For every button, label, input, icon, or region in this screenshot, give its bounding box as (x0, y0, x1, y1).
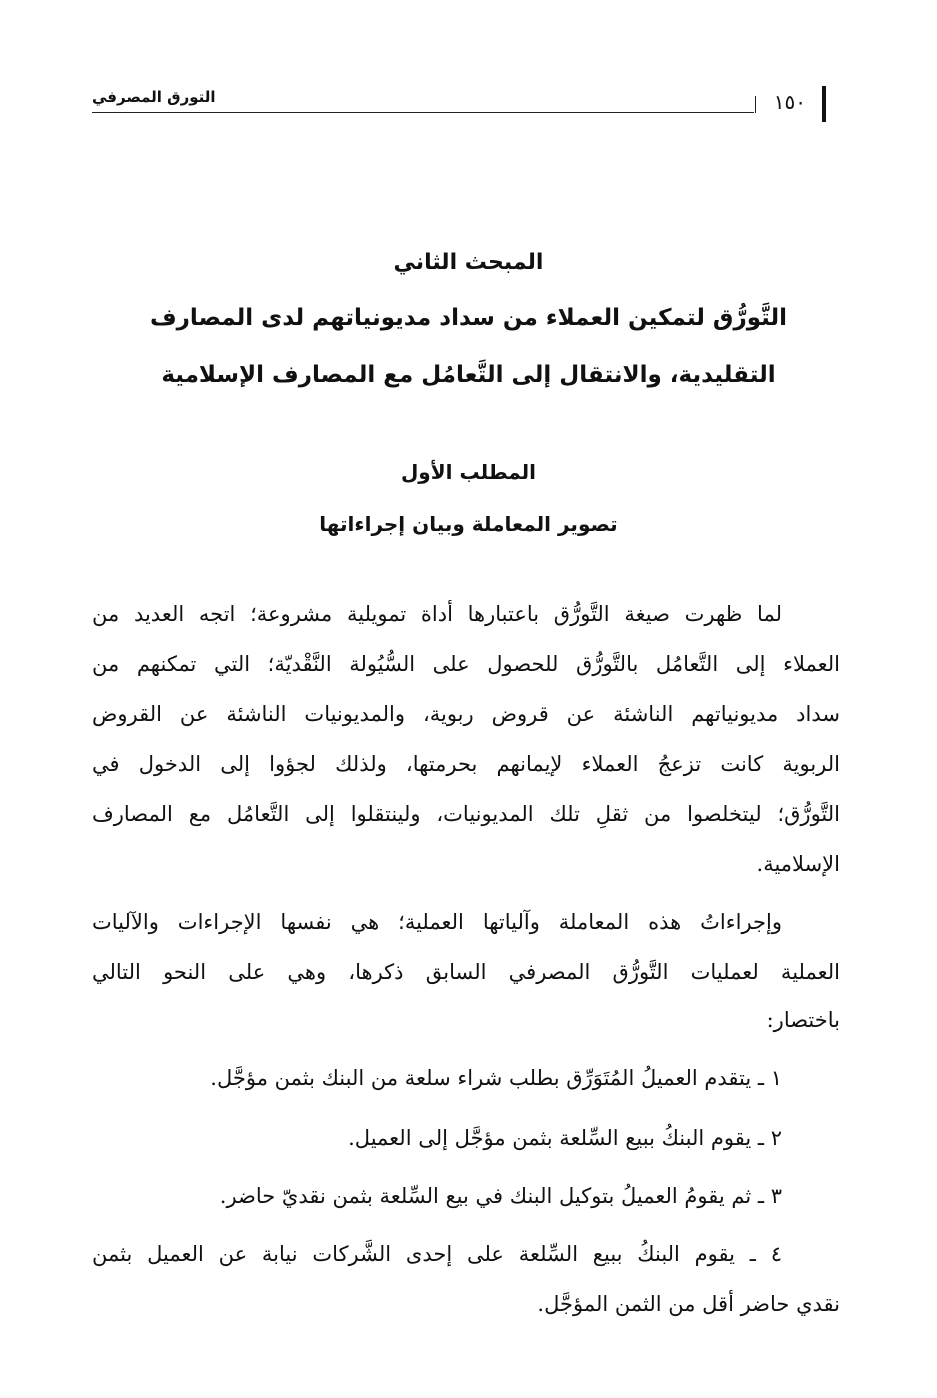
paragraph-line: الإسلامية. (756, 852, 840, 876)
section-title-line-1: التَّورُّق لتمكين العملاء من سداد مديونياتهم لدى المصارف (149, 305, 788, 331)
step-item: ٣ ـ ثم يقومُ العميلُ بتوكيل البنك في بيع السِّلعة بثمن نقديّ حاضر. (219, 1184, 782, 1208)
paragraph-line: الربوية كانت تزعجُ العملاء لإيمانهم بحرمتها، ولذلك لجؤوا إلى الدخول في (92, 752, 840, 776)
subsection-title: تصوير المعاملة وبيان إجراءاتها (319, 512, 618, 536)
paragraph-line: سداد مديونياتهم الناشئة عن قروض ربوية، والمديونيات الناشئة عن القروض (92, 702, 840, 726)
paragraph-line: العملية لعمليات التَّورُّق المصرفي السابق ذكرها، وهي على النحو التالي (92, 960, 840, 984)
step-item-continuation: نقدي حاضر أقل من الثمن المؤجَّل. (537, 1292, 840, 1316)
page-header (92, 84, 834, 124)
step-item: ١ ـ يتقدم العميلُ المُتَوَرِّق بطلب شراء سلعة من البنك بثمن مؤجَّل. (210, 1066, 782, 1090)
paragraph-line: العملاء إلى التَّعامُل بالتَّورُّق للحصول على السُّيُولة النَّقْديّة؛ التي تمكنهم من (92, 652, 840, 676)
section-label: المبحث الثاني (393, 250, 544, 275)
step-item: ٢ ـ يقوم البنكُ ببيع السِّلعة بثمن مؤجَّل إلى العميل. (348, 1126, 782, 1150)
header-tick (755, 96, 756, 113)
running-title: التورق المصرفي (92, 88, 216, 106)
paragraph-line: التَّورُّق؛ ليتخلصوا من ثقلِ تلك المديونيات، ولينتقلوا إلى التَّعامُل مع المصارف (92, 802, 840, 826)
subsection-label: المطلب الأول (400, 460, 537, 484)
header-bar (822, 86, 826, 122)
paragraph-line: لما ظهرت صيغة التَّورُّق باعتبارها أداة تمويلية مشروعة؛ اتجه العديد من (92, 602, 782, 626)
paragraph-line: باختصار: (766, 1008, 840, 1032)
section-title-line-2: التقليدية، والانتقال إلى التَّعامُل مع المصارف الإسلامية (161, 362, 776, 388)
paragraph-line: وإجراءاتُ هذه المعاملة وآلياتها العملية؛ هي نفسها الإجراءات والآليات (92, 910, 782, 934)
header-rule (92, 112, 754, 113)
step-item: ٤ ـ يقوم البنكُ ببيع السِّلعة على إحدى الشَّركات نيابة عن العميل بثمن (92, 1242, 782, 1266)
page-number: ١٥٠ (773, 90, 806, 114)
